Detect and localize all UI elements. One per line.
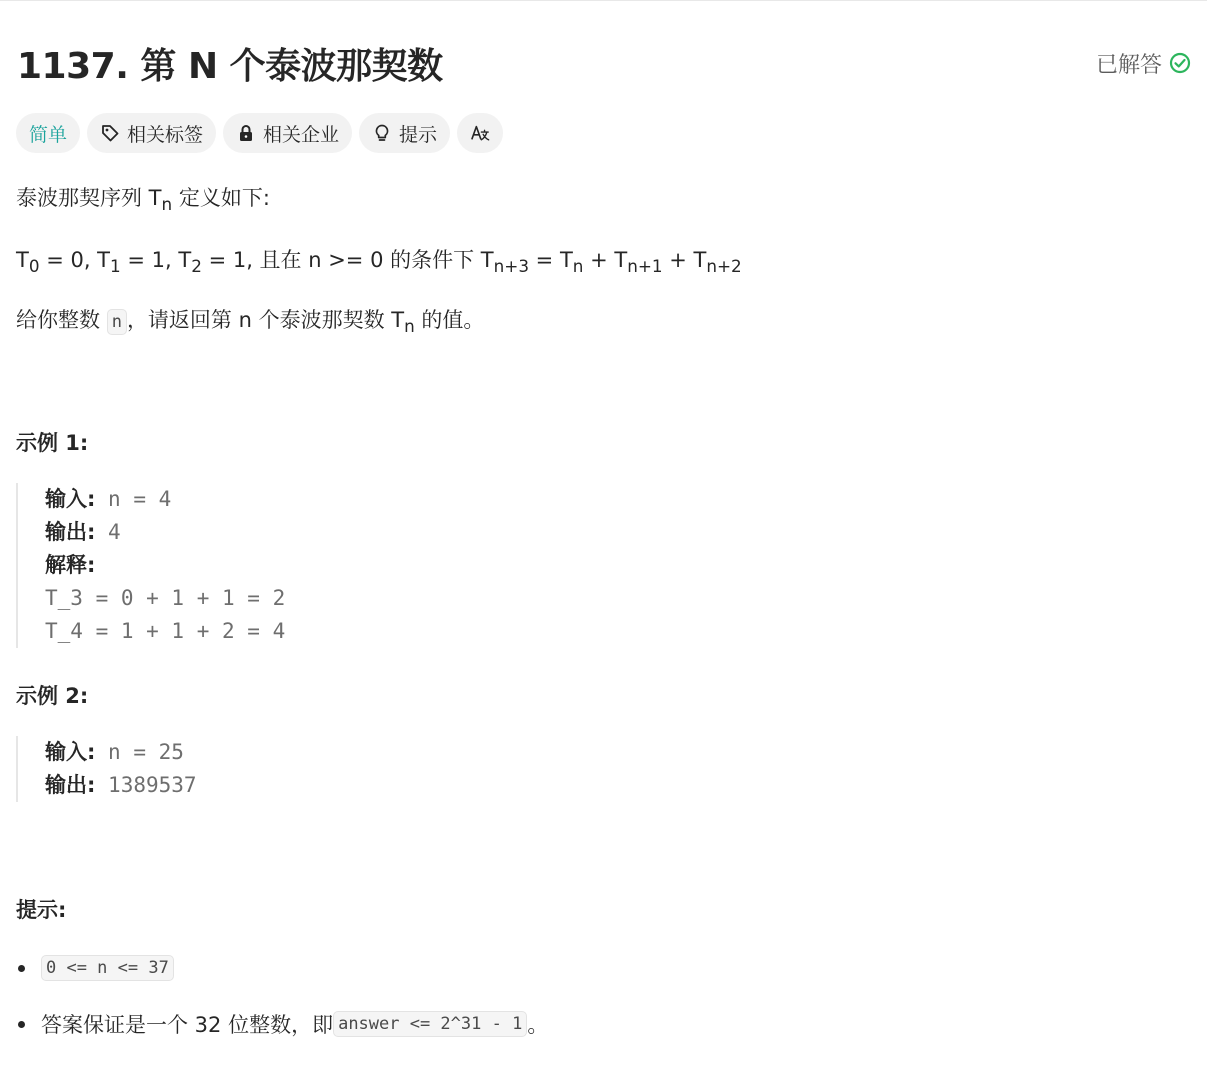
translate-button[interactable]: [457, 113, 503, 153]
constraints-heading: 提示:: [16, 898, 67, 922]
companies-button[interactable]: [223, 113, 352, 153]
example-1-block: [16, 483, 545, 648]
example-1-explain-line: T_4 = 1 + 1 + 2 = 4: [45, 619, 286, 643]
constraint-code: 0 <= n <= 37: [41, 955, 174, 981]
example-2-input: 输入: n = 25: [45, 740, 184, 764]
description-intro: 泰波那契序列 $T_n$ 定义如下:: [16, 186, 270, 215]
tag-bar: [16, 113, 503, 153]
lock-icon: [236, 123, 256, 143]
translate-icon: [470, 123, 490, 143]
constraint-code: answer <= 2^31 - 1: [333, 1011, 527, 1037]
solved-label: 已解答: [1095, 52, 1162, 78]
example-2-output: 输出: 1389537: [45, 773, 197, 797]
example-2-block: [16, 736, 545, 802]
example-2-heading: 示例 2:: [16, 684, 89, 708]
task-statement: 给你整数 n ，请返回第 n 个泰波那契数 $T_n$ 的值。: [16, 308, 485, 337]
problem-title: 1137. 第 N 个泰波那契数: [17, 45, 443, 87]
topics-label: 相关标签: [127, 123, 204, 146]
example-1-input: 输入: n = 4: [45, 487, 172, 511]
bullet-dot: [18, 1021, 25, 1028]
inline-code-n: n: [107, 309, 127, 335]
problem-header: [17, 38, 1192, 88]
recurrence-formula: $T_0 = 0$, $T_1 = 1$, $T_2 = 1$, 且在 n >= 0 的条件下 $T_{n+3} = T_n + T_{n+1} + T_{n+2}$: [16, 248, 742, 277]
lightbulb-icon: [372, 123, 392, 143]
difficulty-badge: [16, 113, 80, 153]
bullet-dot: [18, 965, 25, 972]
example-1-heading: 示例 1:: [16, 431, 89, 455]
constraint-item: 答案保证是一个 32 位整数，即 answer <= 2^31 - 1 。: [18, 1009, 548, 1039]
hints-label: 提示: [399, 123, 438, 146]
constraint-item: [18, 955, 174, 981]
companies-label: 相关企业: [263, 123, 340, 146]
example-1-explain-label: 解释:: [45, 553, 96, 577]
tag-icon: [100, 123, 120, 143]
solved-status: [1096, 48, 1192, 79]
hints-button[interactable]: [359, 113, 450, 153]
top-divider: [0, 0, 1207, 1]
difficulty-label: 简单: [29, 123, 68, 146]
topics-button[interactable]: [87, 113, 216, 153]
example-1-output: 输出: 4: [45, 520, 121, 544]
example-1-explain-line: T_3 = 0 + 1 + 1 = 2: [45, 586, 286, 610]
check-circle-icon: [1168, 51, 1192, 75]
